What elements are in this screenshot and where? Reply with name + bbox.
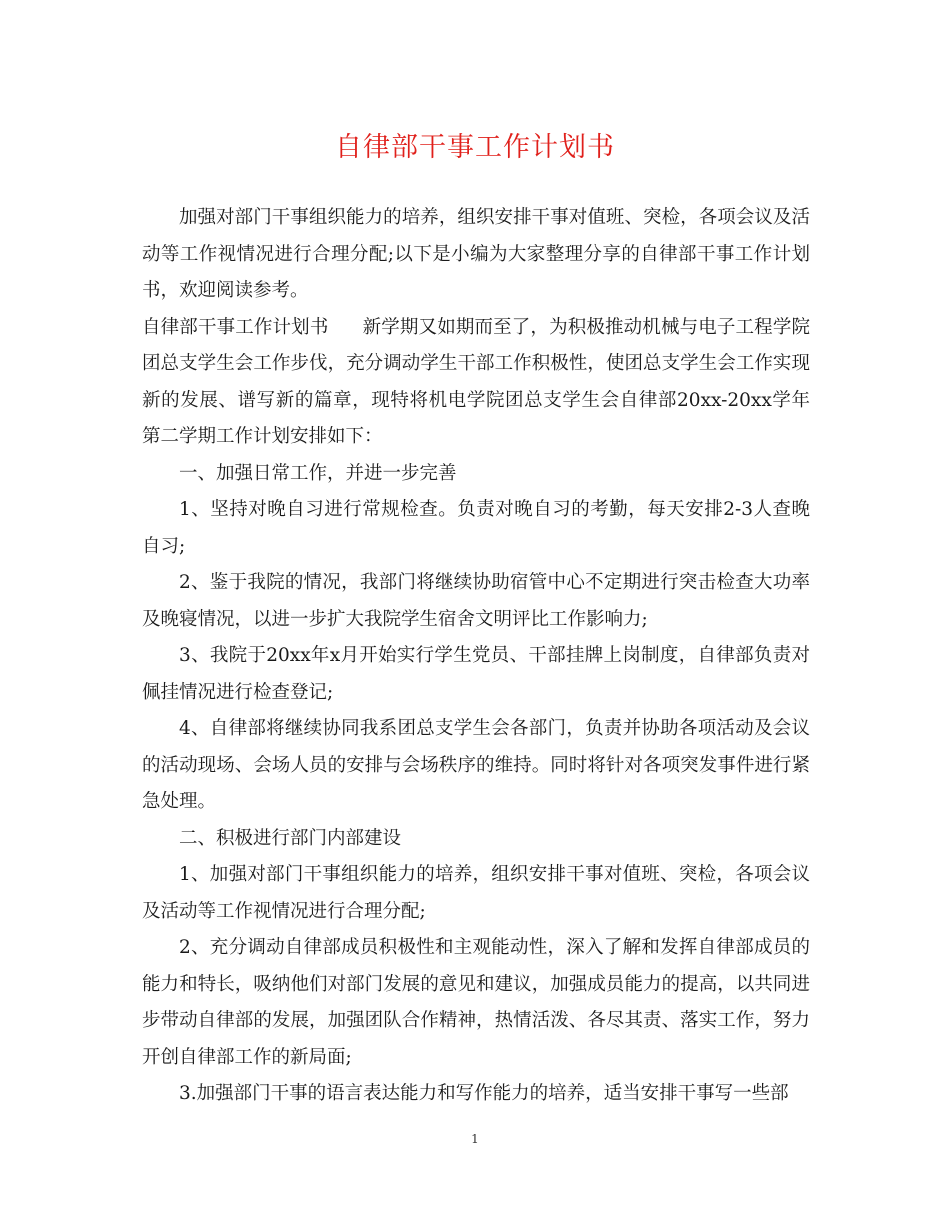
list-item: 1、加强对部门干事组织能力的培养，组织安排干事对值班、突检，各项会议及活动等工作视情况进行合理分配; — [142, 864, 810, 922]
list-item: 3.加强部门干事的语言表达能力和写作能力的培养，适当安排干事写一些部 — [179, 1083, 789, 1104]
list-item: 2、充分调动自律部成员积极性和主观能动性，深入了解和发挥自律部成员的能力和特长，吸纳他们对部门发展的意见和建议，加强成员能力的提高，以共同进步带动自律部的发展，加强团队合作精神，热情活泼、各尽其责、落实工作，努力开创自律部工作的新局面; — [142, 937, 810, 1068]
list-item: 2、鉴于我院的情况，我部门将继续协助宿管中心不定期进行突击检查大功率及晚寝情况，以进一步扩大我院学生宿舍文明评比工作影响力; — [142, 572, 810, 630]
section-heading-1: 一、加强日常工作，并进一步完善 — [179, 462, 457, 484]
list-item: 3、我院于20xx年x月开始实行学生党员、干部挂牌上岗制度，自律部负责对佩挂情况进行检查登记; — [142, 645, 810, 703]
intro-paragraph: 加强对部门干事组织能力的培养，组织安排干事对值班、突检，各项会议及活动等工作视情况进行合理分配;以下是小编为大家整理分享的自律部干事工作计划书，欢迎阅读参考。 — [142, 207, 810, 301]
document-body — [142, 200, 810, 1113]
opening-paragraph — [142, 310, 810, 456]
page-number: 1 — [471, 1132, 479, 1146]
list-item: 1、坚持对晚自习进行常规检查。负责对晚自习的考勤，每天安排2-3人查晚自习; — [142, 499, 810, 557]
section-heading-2: 二、积极进行部门内部建设 — [179, 827, 402, 849]
inline-heading: 自律部干事工作计划书 — [142, 316, 329, 338]
opening-text: 新学期又如期而至了，为积极推动机械与电子工程学院团总支学生会工作步伐，充分调动学生干部工作积极性，使团总支学生会工作实现新的发展、谱写新的篇章，现特将机电学院团总支学生会自律部20xx-20xx学年第二学期工作计划安排如下： — [142, 316, 810, 447]
document-title: 自律部干事工作计划书 — [335, 132, 615, 163]
list-item: 4、自律部将继续协同我系团总支学生会各部门，负责并协助各项活动及会议的活动现场、会场人员的安排与会场秩序的维持。同时将针对各项突发事件进行紧急处理。 — [142, 718, 810, 812]
